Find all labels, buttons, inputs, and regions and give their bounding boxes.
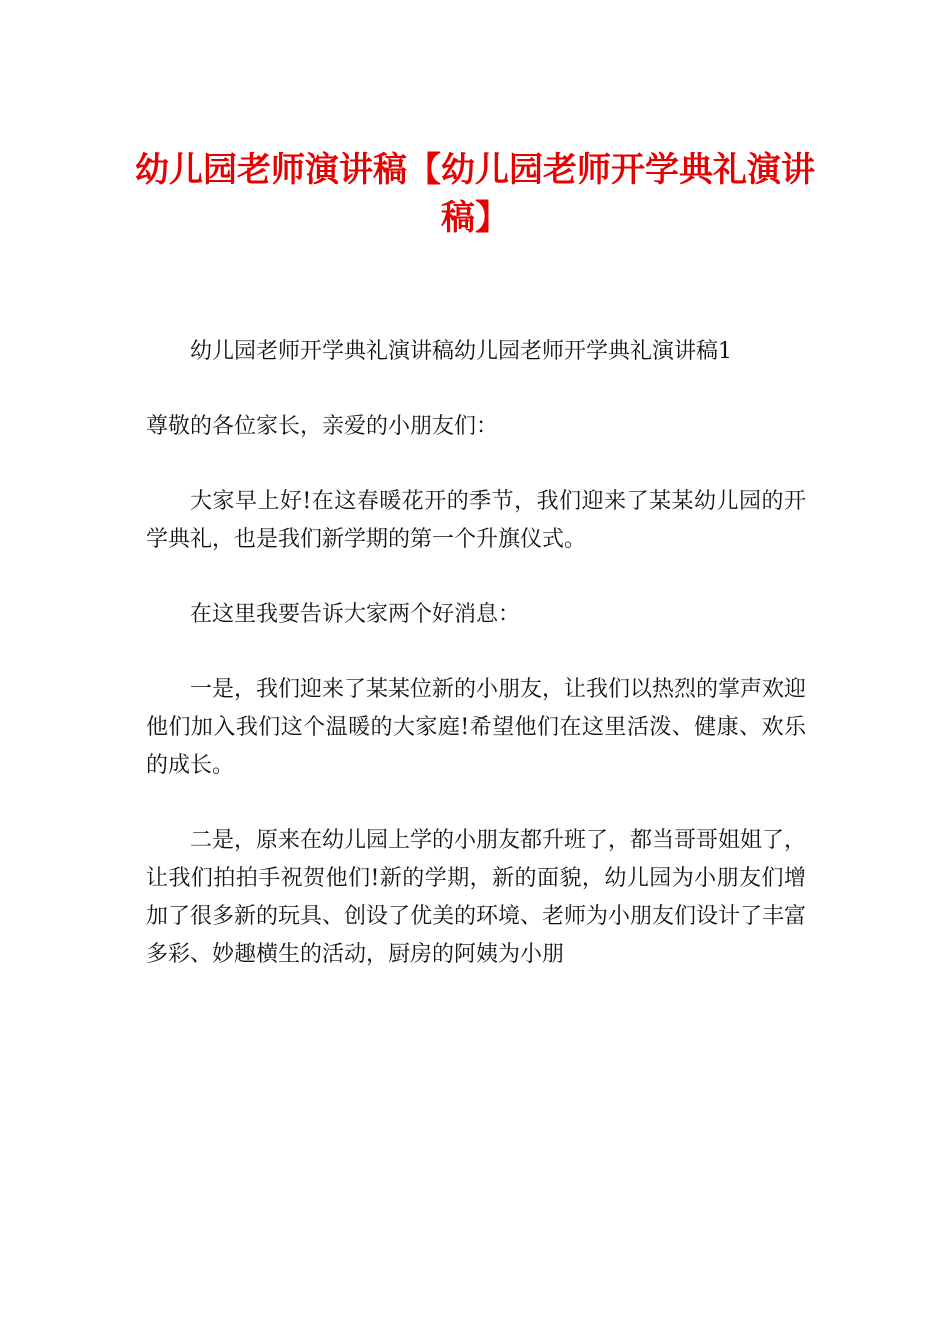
document-title: 幼儿园老师演讲稿【幼儿园老师开学典礼演讲稿】 [135,150,815,238]
paragraph-text: 大家早上好!在这春暖花开的季节，我们迎来了某某幼儿园的开学典礼，也是我们新学期的第一个升旗仪式。 [146,489,806,552]
paragraph-salutation [146,408,806,446]
paragraph-news-intro [146,596,806,634]
paragraph-intro [146,333,806,371]
paragraph-news-one [146,671,806,785]
paragraph-text: 在这里我要告诉大家两个好消息： [190,602,521,627]
paragraph-text: 一是，我们迎来了某某位新的小朋友，让我们以热烈的掌声欢迎他们加入我们这个温暖的大家庭!希望他们在这里活泼、健康、欢乐的成长。 [146,677,807,778]
paragraph-text: 二是，原来在幼儿园上学的小朋友都升班了，都当哥哥姐姐了，让我们拍拍手祝贺他们!新的学期，新的面貌，幼儿园为小朋友们增加了很多新的玩具、创设了优美的环境、老师为小朋友们设计了丰富多彩、妙趣横生的活动，厨房的阿姨为小朋 [146,828,807,967]
document-body [146,333,806,1011]
paragraph-text: 幼儿园老师开学典礼演讲稿幼儿园老师开学典礼演讲稿1 [190,339,732,364]
paragraph-news-two [146,822,806,974]
paragraph-text: 尊敬的各位家长，亲爱的小朋友们： [146,414,499,439]
paragraph-greeting [146,483,806,559]
